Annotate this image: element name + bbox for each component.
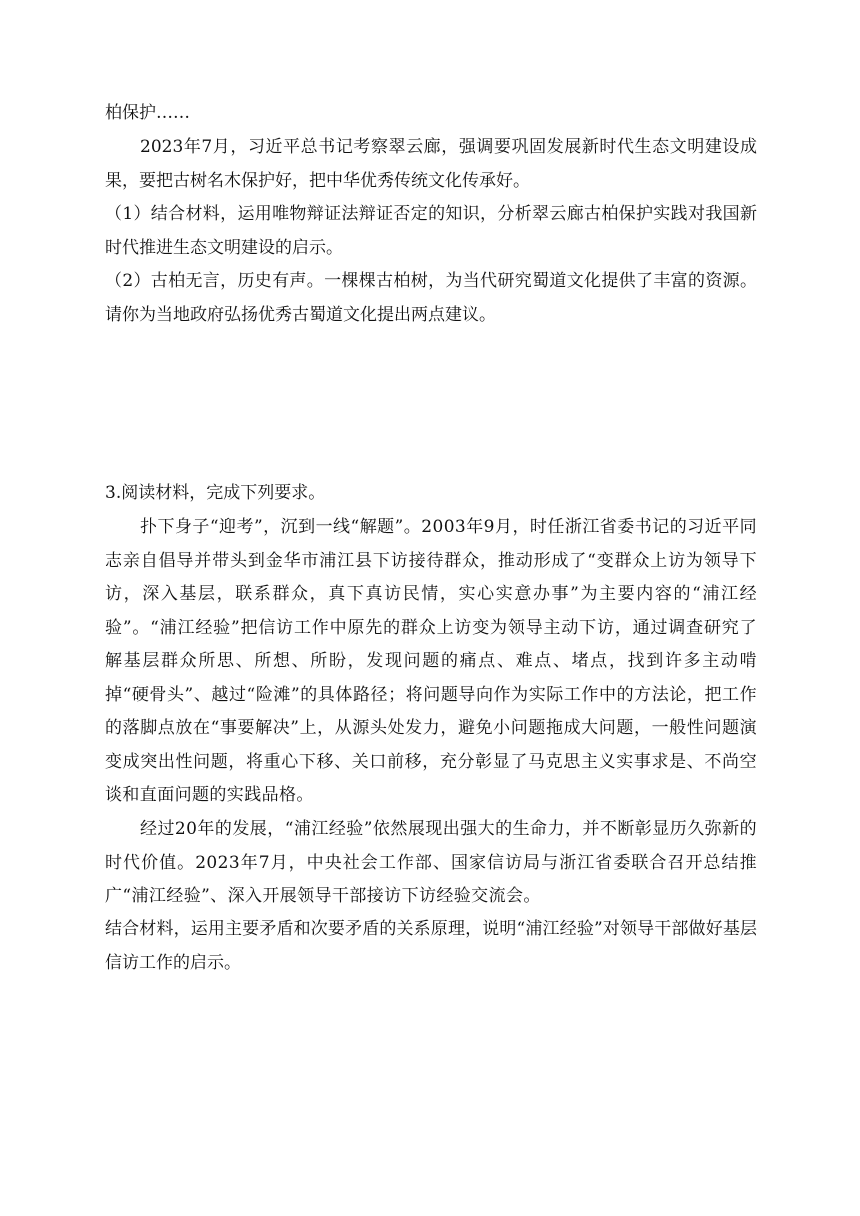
paragraph-pujiang-20-years: 经过20年的发展，“浦江经验”依然展现出强大的生命力，并不断彰显历久弥新的时代价值。2023年7月，中央社会工作部、国家信访局与浙江省委联合召开总结推广“浦江经验”、深入开展领导干部接访下访经验交流会。 bbox=[105, 819, 757, 906]
continuation-text: 柏保护…… bbox=[105, 103, 190, 123]
question-3-prompt: 结合材料，运用主要矛盾和次要矛盾的关系原理，说明“浦江经验”对领导干部做好基层信访工作的启示。 bbox=[105, 919, 757, 973]
question-3-heading: 3.阅读材料，完成下列要求。 bbox=[105, 483, 326, 503]
paragraph-cuiyunlang-2023: 2023年7月，习近平总书记考察翠云廊，强调要巩固发展新时代生态文明建设成果，要把古树名木保护好，把中华优秀传统文化传承好。 bbox=[105, 137, 757, 191]
paragraph-pujiang-experience: 扑下身子“迎考”，沉到一线“解题”。2003年9月，时任浙江省委书记的习近平同志亲自倡导并带头到金华市浦江县下访接待群众，推动形成了“变群众上访为领导下访，深入基层，联系群众，真下真访民情，实心实意办事”为主要内容的“浦江经验”。“浦江经验”把信访工作中原先的群众上访变为领导主动下访，通过调查研究了解基层群众所思、所想、所盼，发现问题的痛点、难点、堵点，找到许多主动啃掉“硬骨头”、越过“险滩”的具体路径；将问题导向作为实际工作中的方法论，把工作的落脚点放在“事要解决”上，从源头处发力，避免小问题拖成大问题，一般性问题演变成突出性问题，将重心下移、关口前移，充分彰显了马克思主义实事求是、不尚空谈和直面问题的实践品格。 bbox=[105, 517, 757, 805]
question-2: （2）古柏无言，历史有声。一棵棵古柏树，为当代研究蜀道文化提供了丰富的资源。请你为当地政府弘扬优秀古蜀道文化提出两点建议。 bbox=[105, 271, 757, 325]
question-1: （1）结合材料，运用唯物辩证法辩证否定的知识，分析翠云廊古柏保护实践对我国新时代推进生态文明建设的启示。 bbox=[105, 204, 757, 258]
